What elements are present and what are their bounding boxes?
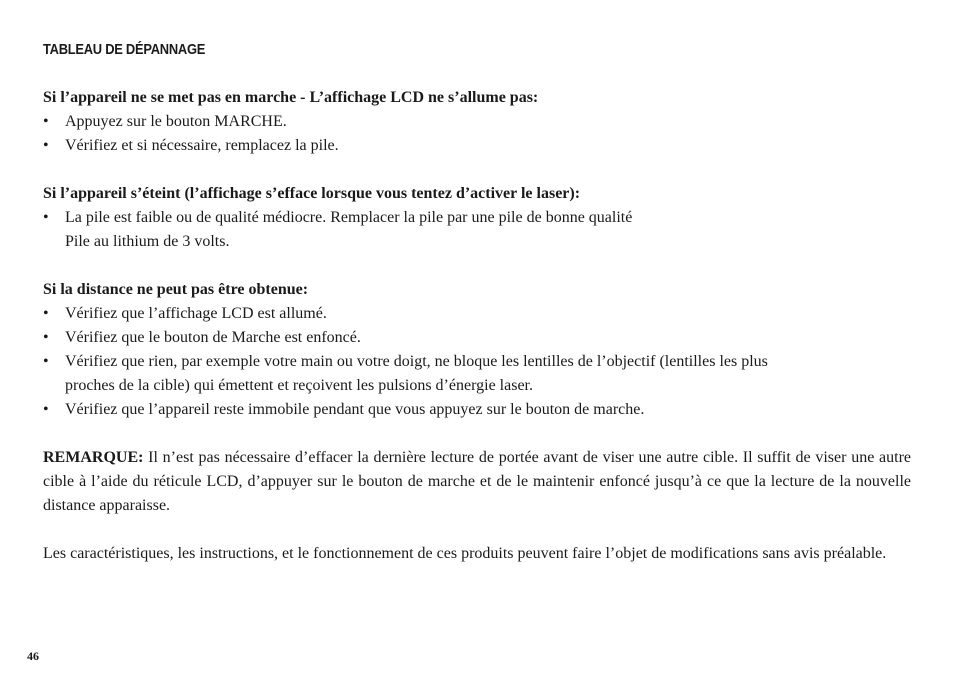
remark-label: REMARQUE: <box>43 449 144 466</box>
section-heading: Si l’appareil s’éteint (l’affichage s’efface lorsque vous tentez d’activer le laser): <box>43 185 581 202</box>
section-heading: Si la distance ne peut pas être obtenue: <box>43 281 309 298</box>
list-item: • Vérifiez que le bouton de Marche est enfoncé. <box>43 326 911 350</box>
list-item: • Vérifiez et si nécessaire, remplacez la pile. <box>43 134 911 158</box>
page-number: 46 <box>27 649 39 663</box>
remark-text: Il n’est pas nécessaire d’effacer la dernière lecture de portée avant de viser une autre cible. Il suffit de viser une autre cible à l’aide du réticule LCD, d’appuyer sur le bouton de marche et de le maintenir enfoncé jusqu’à ce que la lecture de la nouvelle distance apparaisse. <box>43 449 911 514</box>
page-title: TABLEAU DE DÉPANNAGE <box>43 41 206 58</box>
list-item: • Vérifiez que rien, par exemple votre main ou votre doigt, ne bloque les lentilles de l’objectif (lentilles les plus proches de la cible) qui émettent et reçoivent les pulsions d’énergie laser. <box>43 350 911 398</box>
bullet-list <box>43 206 911 254</box>
section-shuts-off <box>43 182 911 254</box>
section-heading: Si l’appareil ne se met pas en marche - L’affichage LCD ne s’allume pas: <box>43 89 539 106</box>
list-item: • Appuyez sur le bouton MARCHE. <box>43 110 911 134</box>
list-item: • Vérifiez que l’affichage LCD est allumé. <box>43 302 911 326</box>
remark-paragraph <box>43 446 911 518</box>
bullet-list <box>43 302 911 422</box>
list-item: • Vérifiez que l’appareil reste immobile pendant que vous appuyez sur le bouton de marche. <box>43 398 911 422</box>
section-no-distance <box>43 278 911 422</box>
document-page <box>43 38 911 590</box>
disclaimer-paragraph: Les caractéristiques, les instructions, et le fonctionnement de ces produits peuvent faire l’objet de modifications sans avis préalable. <box>43 545 887 562</box>
bullet-list <box>43 110 911 158</box>
section-no-power <box>43 86 911 158</box>
list-item: • La pile est faible ou de qualité médiocre. Remplacer la pile par une pile de bonne qualité Pile au lithium de 3 volts. <box>43 206 911 254</box>
